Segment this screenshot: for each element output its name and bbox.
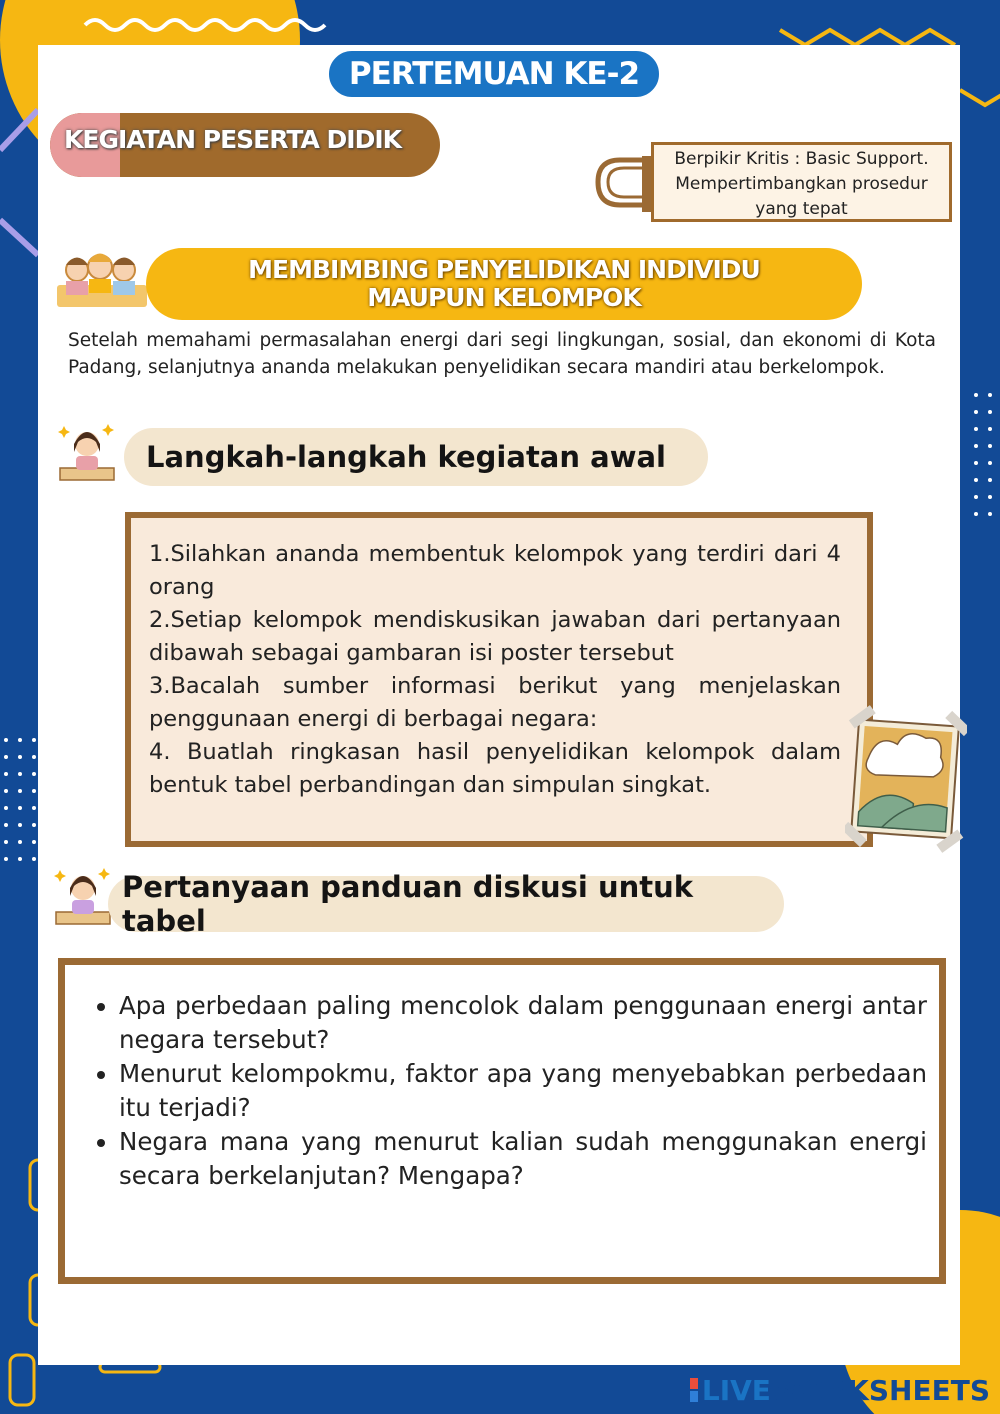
question-item: • Apa perbedaan paling mencolok dalam penggunaan energi antar negara tersebut? <box>119 989 927 1057</box>
critical-thinking-note <box>651 142 952 222</box>
logo-prefix: LIVE <box>701 1373 771 1407</box>
question-item: • Menurut kelompokmu, faktor apa yang menyebabkan perbedaan itu terjadi? <box>119 1057 927 1125</box>
steps-list <box>149 538 841 802</box>
steps-box <box>125 512 873 847</box>
note-line-3: yang tepat <box>755 199 848 219</box>
logo-text: WORKSHEETS <box>770 1373 990 1407</box>
step-item: 4. Buatlah ringkasan hasil penyelidikan kelompok dalam bentuk tabel perbandingan dan simpulan singkat. <box>149 739 841 798</box>
intro-paragraph: Setelah memahami permasalahan energi dari segi lingkungan, sosial, dan ekonomi di Kota Padang, selanjutnya ananda melakukan penyelidikan secara mandiri atau berkelompok. <box>68 330 936 378</box>
banner-line-2: MAUPUN KELOMPOK <box>367 283 641 312</box>
steps-heading-text: Langkah-langkah kegiatan awal <box>146 440 666 474</box>
liveworksheets-logo[interactable] <box>690 1372 990 1408</box>
activity-banner <box>146 248 862 320</box>
section-label-text: KEGIATAN PESERTA DIDIK <box>64 125 402 154</box>
student-reading-icon <box>52 866 114 928</box>
students-illustration <box>52 245 152 315</box>
steps-heading <box>124 428 708 486</box>
page-title: PERTEMUAN KE-2 <box>326 48 662 100</box>
student-reading-icon <box>56 422 118 484</box>
landscape-picture-icon <box>845 705 967 855</box>
note-line-2: Mempertimbangkan prosedur <box>675 174 928 194</box>
questions-list <box>119 989 927 1193</box>
questions-heading <box>108 870 784 938</box>
question-item: • Negara mana yang menurut kalian sudah menggunakan energi secara berkelanjutan? Mengapa? <box>119 1125 927 1193</box>
questions-heading-text: Pertanyaan panduan diskusi untuk tabel <box>122 870 694 938</box>
section-label <box>50 113 440 177</box>
binder-clip-icon <box>590 150 660 220</box>
note-line-1: Berpikir Kritis : Basic Support. <box>674 149 929 169</box>
step-item: 1.Silahkan ananda membentuk kelompok yang terdiri dari 4 orang <box>149 541 841 600</box>
banner-line-1: MEMBIMBING PENYELIDIKAN INDIVIDU <box>248 255 760 284</box>
step-item: 2.Setiap kelompok mendiskusikan jawaban dari pertanyaan dibawah sebagai gambaran isi poster tersebut <box>149 607 841 666</box>
step-item: 3.Bacalah sumber informasi berikut yang menjelaskan penggunaan energi di berbagai negara: <box>149 673 841 732</box>
logo-grid-icon <box>690 1378 698 1402</box>
questions-box <box>58 958 946 1284</box>
